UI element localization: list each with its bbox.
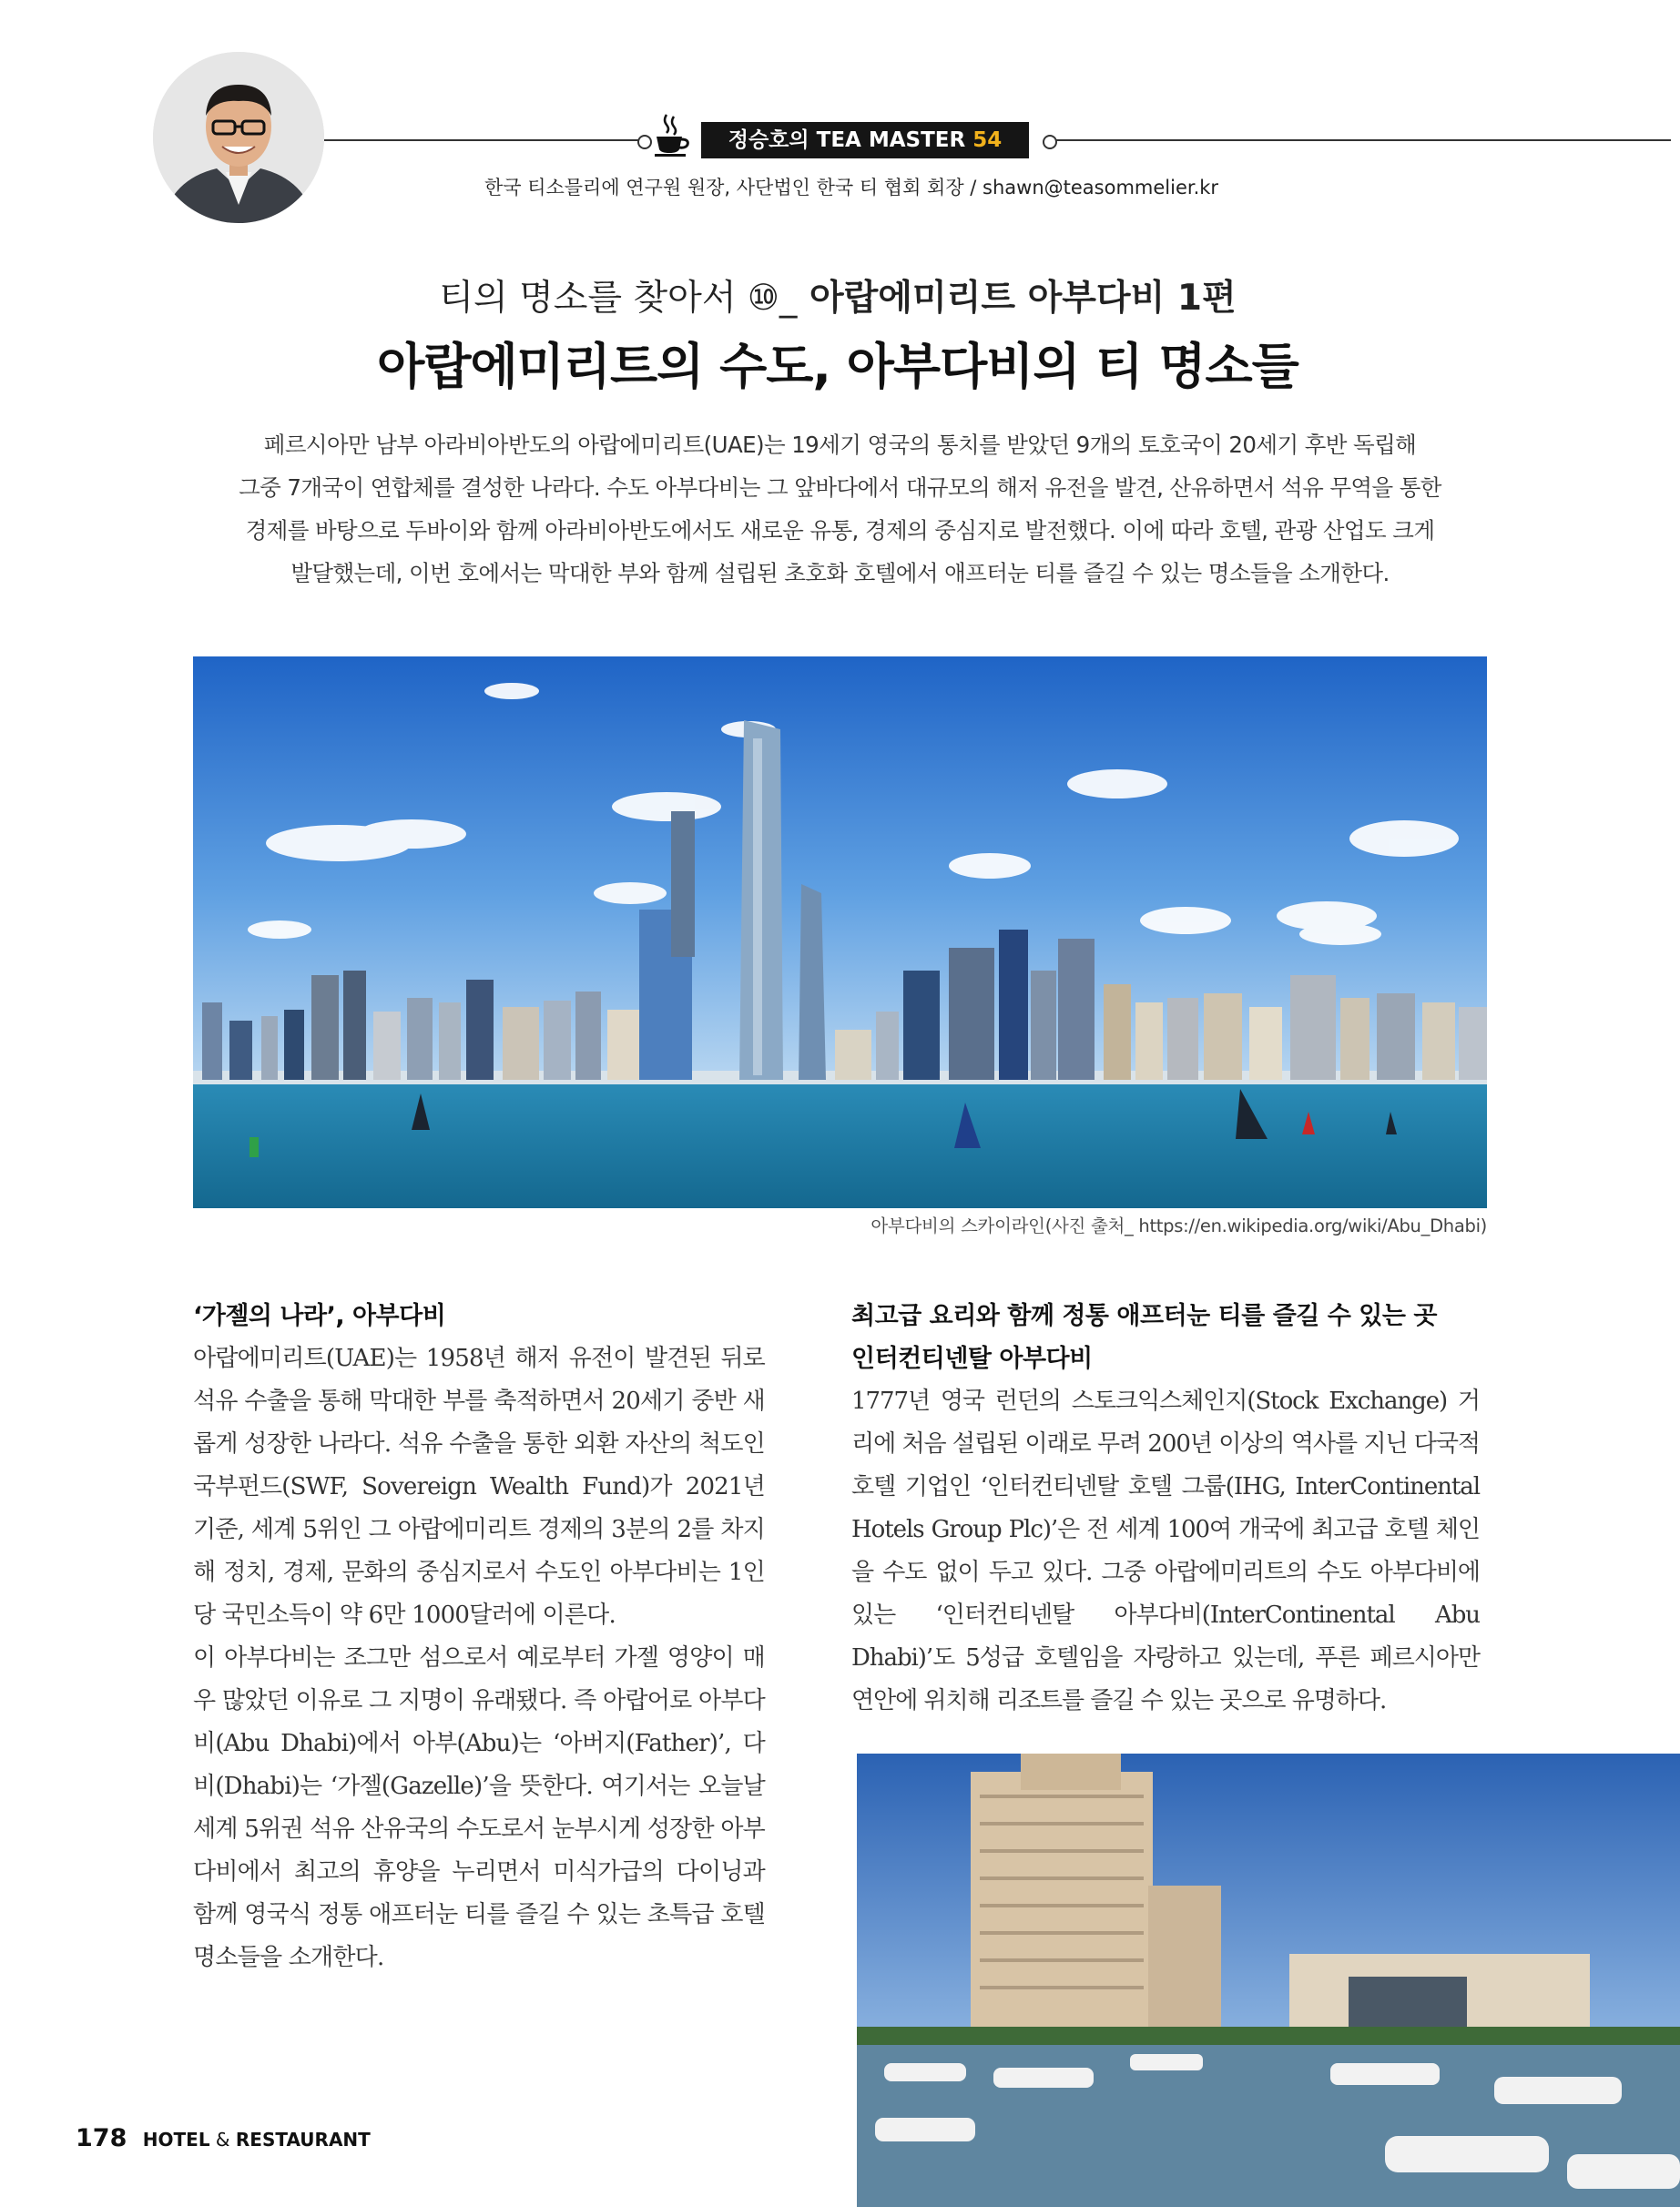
kicker-bold: 아랍에미리트 아부다비 1편	[797, 278, 1237, 319]
author-byline: 한국 티소믈리에 연구원 원장, 사단법인 한국 티 협회 회장 / shawn@teasommelier.kr	[484, 177, 1219, 198]
body-paragraph: 이 아부다비는 조그만 섬으로서 예로부터 가젤 영양이 매우 많았던 이유로 그 지명이 유래됐다. 즉 아랍어로 아부다비(Abu Dhabi)에서 아부(Abu)는 ‘아버지(Father)’, 다비(Dhabi)는 ‘가젤(Gazelle)’을 뜻한다. 여기서는 오늘날 세계 5위권 석유 산유국의 수도로서 눈부시게 성장한 아부다비에서 최고의 휴양을 누리면서 미식가급의 다이닝과 함께 영국식 정통 애프터눈 티를 즐길 수 있는 초특급 호텔 명소들을 소개한다.	[193, 1644, 765, 1971]
magazine-amp: &	[209, 2129, 236, 2151]
article-lead	[228, 423, 1452, 595]
right-column	[851, 1295, 1480, 1723]
photo-caption: 아부다비의 스카이라인(사진 출처_ https://en.wikipedia.org/wiki/Abu_Dhabi)	[871, 1215, 1487, 1236]
section-subtitle: ‘가젤의 나라’, 아부다비	[193, 1302, 446, 1330]
article-kicker	[182, 270, 1493, 320]
kicker-prefix: 티의 명소를 찾아서 ⑩_	[439, 278, 798, 319]
badge-author: 정승호의	[728, 128, 809, 152]
lead-line: 경제를 바탕으로 두바이와 함께 아라비아반도에서도 새로운 유통, 경제의 중심지로 발전했다. 이에 따라 호텔, 관광 산업도 크게	[245, 517, 1435, 544]
rule-dot-right	[1043, 135, 1057, 149]
lead-line: 그중 7개국이 연합체를 결성한 나라다. 수도 아부다비는 그 앞바다에서 대규모의 해저 유전을 발견, 산유하면서 석유 무역을 통한	[239, 474, 1441, 501]
rule-dot-left	[637, 135, 652, 149]
magazine-restaurant: RESTAURANT	[235, 2129, 371, 2151]
header-rule-left	[324, 139, 643, 141]
article-headline: 아랍에미리트의 수도, 아부다비의 티 명소들	[377, 338, 1298, 395]
skyline-photo	[193, 656, 1487, 1208]
header-rule-right	[1052, 139, 1671, 141]
teacup-icon	[654, 113, 690, 157]
left-column	[193, 1295, 765, 1979]
lead-line: 발달했는데, 이번 호에서는 막대한 부와 함께 설립된 초호화 호텔에서 애프터눈 티를 즐길 수 있는 명소들을 소개한다.	[290, 560, 1390, 586]
hotel-photo	[857, 1754, 1680, 2207]
section-subtitle: 최고급 요리와 함께 정통 애프터눈 티를 즐길 수 있는 곳	[851, 1302, 1437, 1330]
section-subtitle: 인터컨티넨탈 아부다비	[851, 1345, 1093, 1373]
author-photo	[153, 52, 324, 223]
magazine-hotel: HOTEL	[142, 2129, 210, 2151]
magazine-name	[143, 2129, 371, 2151]
body-paragraph: 1777년 영국 런던의 스토크익스체인지(Stock Exchange) 거리에 처음 설립된 이래로 무려 200년 이상의 역사를 지닌 다국적 호텔 기업인 ‘인터컨티넨탈 호텔 그룹(IHG, InterContinental Hotels Group Plc)’은 전 세계 100여 개국에 최고급 호텔 체인을 수도 없이 두고 있다. 그중 아랍에미리트의 수도 아부다비에 있는 ‘인터컨티넨탈 아부다비(InterContinental Abu Dhabi)’도 5성급 호텔임을 자랑하고 있는데, 푸른 페르시아만 연안에 위치해 리조트를 즐길 수 있는 곳으로 유명하다.	[851, 1388, 1480, 1714]
body-paragraph: 아랍에미리트(UAE)는 1958년 해저 유전이 발견된 뒤로 석유 수출을 통해 막대한 부를 축적하면서 20세기 중반 새롭게 성장한 나라다. 석유 수출을 통한 외환 자산의 척도인 국부펀드(SWF, Sovereign Wealth Fund)가 2021년 기준, 세계 5위인 그 아랍에미리트 경제의 3분의 2를 차지해 정치, 경제, 문화의 중심지로서 수도인 아부다비는 1인당 국민소득이 약 6만 1000달러에 이른다.	[193, 1345, 765, 1629]
page-number: 178	[76, 2124, 127, 2152]
badge-series: TEA MASTER	[816, 128, 966, 152]
series-badge	[701, 122, 1029, 158]
badge-number: 54	[972, 128, 1003, 152]
page-folio	[76, 2124, 371, 2152]
lead-line: 페르시아만 남부 아라비아반도의 아랍에미리트(UAE)는 19세기 영국의 통치를 받았던 9개의 토호국이 20세기 후반 독립해	[263, 432, 1417, 458]
